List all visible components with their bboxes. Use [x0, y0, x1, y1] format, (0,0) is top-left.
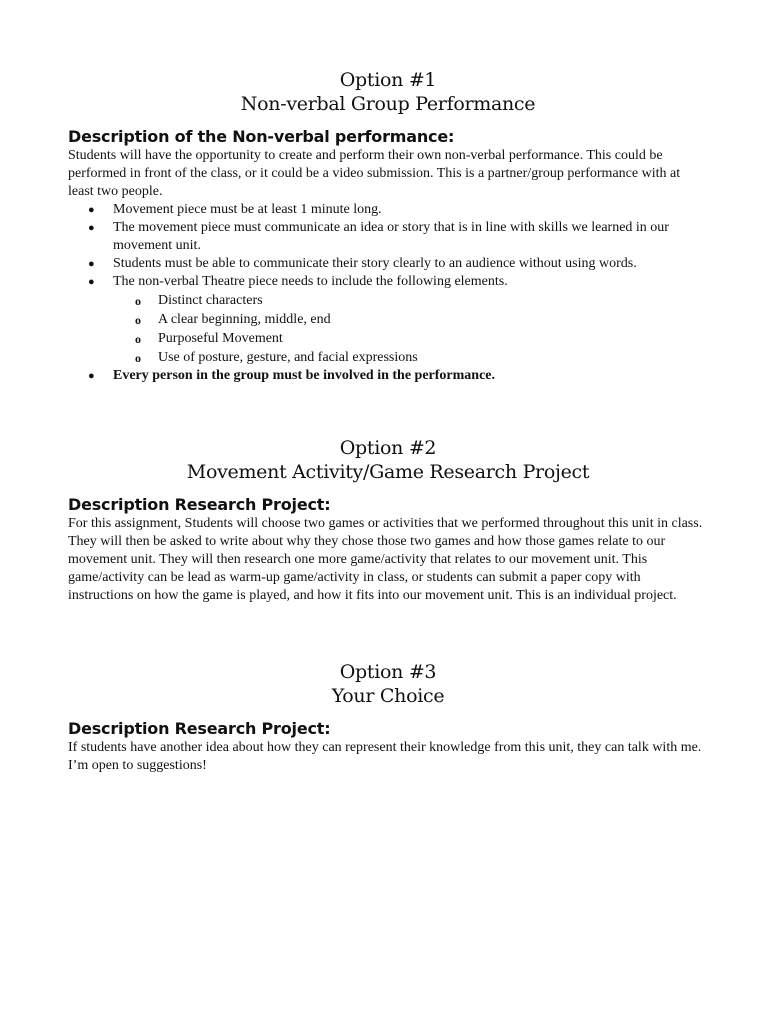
sub-list-item	[68, 329, 708, 348]
option-1-heading: Description of the Non-verbal performance:	[68, 127, 455, 146]
option-3-title: Your Choice	[331, 685, 445, 707]
option-2-paragraph: For this assignment, Students will choose two games or activities that we performed throughout this unit in class. They will then be asked to write about why they chose those two games and how those games relate to our movement unit. They will then research one more game/activity that relates to our movement unit. This game/activity can be lead as warm-up game/activity in class, or students can submit a paper copy with instructions on how the game is played, and how it fits into our movement unit. This is an individual project.	[68, 516, 703, 603]
option-3-heading: Description Research Project:	[68, 719, 331, 738]
bullet-text: The non-verbal Theatre piece needs to include the following elements.	[113, 274, 508, 289]
list-item	[68, 273, 708, 367]
list-item	[68, 219, 708, 255]
list-item	[68, 255, 708, 273]
bullet-text: Movement piece must be at least 1 minute long.	[113, 202, 382, 217]
elements-sub-list	[68, 291, 708, 367]
option-3-section	[68, 660, 708, 775]
bullet-icon: ●	[88, 258, 95, 270]
sub-item-text: Use of posture, gesture, and facial expressions	[158, 350, 418, 365]
sub-list-item	[68, 348, 708, 367]
option-1-title: Non-verbal Group Performance	[240, 93, 536, 115]
bullet-text: The movement piece must communicate an idea or story that is in line with skills we learned in our movement unit.	[113, 220, 669, 253]
option-2-heading: Description Research Project:	[68, 495, 331, 514]
bullet-icon: ●	[88, 222, 95, 234]
circle-bullet-icon: o	[135, 332, 141, 346]
sub-item-text: A clear beginning, middle, end	[158, 312, 331, 327]
list-item	[68, 367, 708, 385]
bullet-text-bold: Every person in the group must be involved in the performance.	[113, 368, 496, 383]
option-3-number: Option #3	[339, 661, 437, 683]
circle-bullet-icon: o	[135, 351, 141, 365]
option-2-title: Movement Activity/Game Research Project	[186, 461, 590, 483]
bullet-icon: ●	[88, 276, 95, 288]
option-3-paragraph: If students have another idea about how they can represent their knowledge from this unit, they can talk with me. I’m open to suggestions!	[68, 740, 702, 773]
option-1-bullet-list	[68, 201, 708, 385]
bullet-text: Students must be able to communicate their story clearly to an audience without using words.	[113, 256, 637, 271]
option-2-number: Option #2	[339, 437, 437, 459]
list-item	[68, 201, 708, 219]
option-2-section	[68, 436, 708, 605]
option-1-section	[68, 68, 708, 385]
sub-item-text: Purposeful Movement	[158, 331, 283, 346]
bullet-icon: ●	[88, 204, 95, 216]
option-1-paragraph: Students will have the opportunity to create and perform their own non-verbal performance. This could be performed in front of the class, or it could be a video submission. This is a partner/group performance with at least two people.	[68, 148, 681, 199]
sub-item-text: Distinct characters	[158, 293, 263, 308]
circle-bullet-icon: o	[135, 313, 141, 327]
sub-list-item	[68, 310, 708, 329]
option-1-number: Option #1	[339, 69, 437, 91]
bullet-icon: ●	[88, 370, 95, 382]
circle-bullet-icon: o	[135, 294, 141, 308]
sub-list-item	[68, 291, 708, 310]
